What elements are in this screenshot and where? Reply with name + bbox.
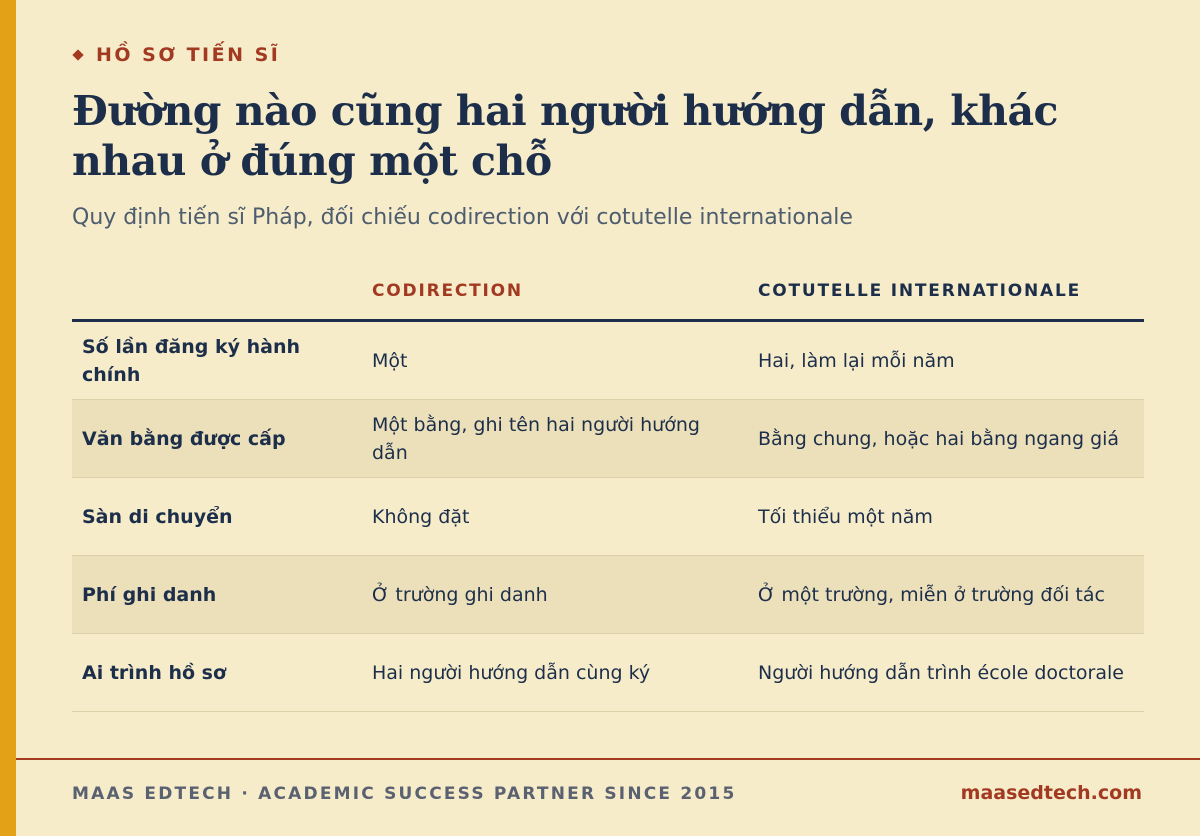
row-label: Sàn di chuyển	[82, 505, 233, 528]
footer-divider	[16, 758, 1200, 760]
cotutelle-cell: Hai, làm lại mỗi năm	[758, 349, 955, 372]
table-row	[72, 322, 1144, 400]
header-cell-cotutelle: COTUTELLE INTERNATIONALE	[758, 280, 1082, 301]
codirection-cell: Hai người hướng dẫn cùng ký	[372, 661, 651, 684]
page-subtitle: Quy định tiến sĩ Pháp, đối chiếu codirection với cotutelle internationale	[72, 205, 853, 230]
cotutelle-cell: Bằng chung, hoặc hai bằng ngang giá	[758, 427, 1120, 450]
table-row	[72, 556, 1144, 634]
codirection-cell: Một	[372, 349, 408, 372]
codirection-cell: Một bằng, ghi tên hai người hướng dẫn	[372, 413, 700, 464]
codirection-cell: Ở trường ghi danh	[372, 583, 548, 606]
row-label: Ai trình hồ sơ	[82, 661, 227, 684]
row-label: Phí ghi danh	[82, 583, 217, 606]
eyebrow	[72, 44, 280, 66]
comparison-table	[72, 262, 1144, 712]
footer-tagline: MAAS EDTECH · ACADEMIC SUCCESS PARTNER SINCE 2015	[72, 784, 737, 804]
cotutelle-cell: Người hướng dẫn trình école doctorale	[758, 661, 1124, 684]
table-row	[72, 400, 1144, 478]
eyebrow-label: HỒ SƠ TIẾN SĨ	[96, 44, 281, 66]
footer-website-link[interactable]: maasedtech.com	[960, 782, 1142, 804]
row-label: Văn bằng được cấp	[82, 427, 286, 450]
cotutelle-cell: Ở một trường, miễn ở trường đối tác	[758, 583, 1105, 606]
page-title: Đường nào cũng hai người hướng dẫn, khác nhau ở đúng một chỗ	[72, 87, 1059, 185]
codirection-cell: Không đặt	[372, 505, 470, 528]
table-row	[72, 478, 1144, 556]
header-cell-codirection: CODIRECTION	[372, 280, 523, 301]
diamond-icon	[72, 49, 83, 60]
table-header	[72, 262, 1144, 322]
accent-bar	[0, 0, 16, 836]
row-label: Số lần đăng ký hành chính	[82, 335, 301, 386]
cotutelle-cell: Tối thiểu một năm	[758, 505, 933, 528]
table-row	[72, 634, 1144, 712]
